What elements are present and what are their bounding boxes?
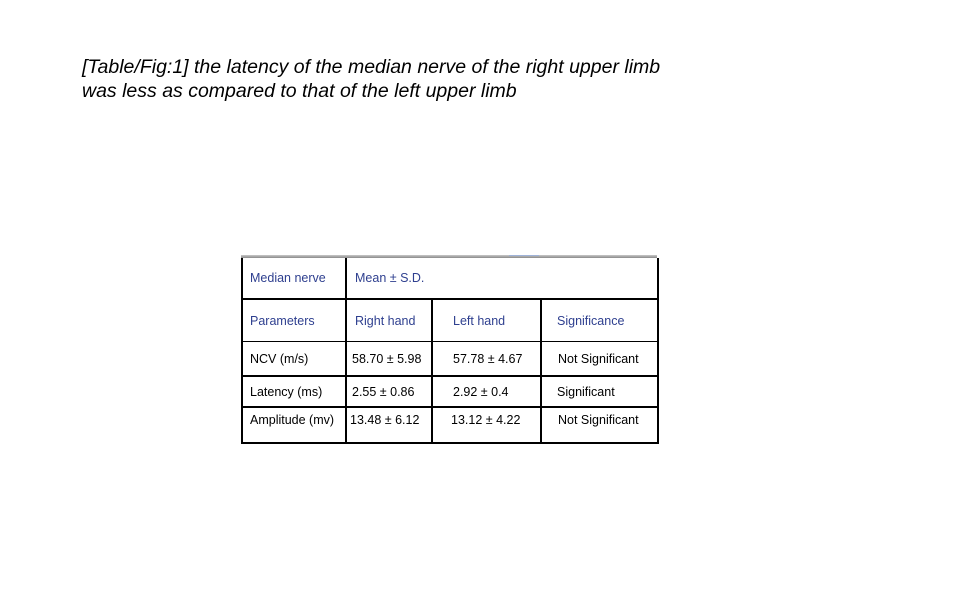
results-table-container: [241, 255, 657, 458]
caption-line-2: was less as compared to that of the left upper limb: [82, 80, 517, 102]
cell-significance: Significant: [541, 376, 658, 407]
cell-significance: Not Significant: [541, 342, 658, 377]
column-header-parameters: Parameters: [242, 299, 346, 342]
column-header-left-hand: Left hand: [432, 299, 541, 342]
group-header-median-nerve: Median nerve: [242, 258, 346, 299]
table-column-header-row: [242, 299, 658, 342]
cell-right-hand: 58.70 ± 5.98: [346, 342, 432, 377]
cell-significance: Not Significant: [541, 407, 658, 443]
results-table: [241, 258, 659, 444]
table-top-accent: [509, 255, 539, 256]
figure-caption: [82, 55, 842, 103]
table-row: [242, 407, 658, 443]
table-row: [242, 376, 658, 407]
cell-parameter: Amplitude (mv): [242, 407, 346, 443]
table-group-header-row: [242, 258, 658, 299]
cell-left-hand: 57.78 ± 4.67: [432, 342, 541, 377]
cell-left-hand: 2.92 ± 0.4: [432, 376, 541, 407]
column-header-significance: Significance: [541, 299, 658, 342]
cell-right-hand: 2.55 ± 0.86: [346, 376, 432, 407]
cell-parameter: Latency (ms): [242, 376, 346, 407]
caption-line-1: [Table/Fig:1] the latency of the median nerve of the right upper limb: [82, 56, 661, 78]
column-header-right-hand: Right hand: [346, 299, 432, 342]
cell-right-hand: 13.48 ± 6.12: [346, 407, 432, 443]
cell-parameter: NCV (m/s): [242, 342, 346, 377]
group-header-mean-sd: Mean ± S.D.: [346, 258, 658, 299]
cell-left-hand: 13.12 ± 4.22: [432, 407, 541, 443]
table-row: [242, 342, 658, 377]
